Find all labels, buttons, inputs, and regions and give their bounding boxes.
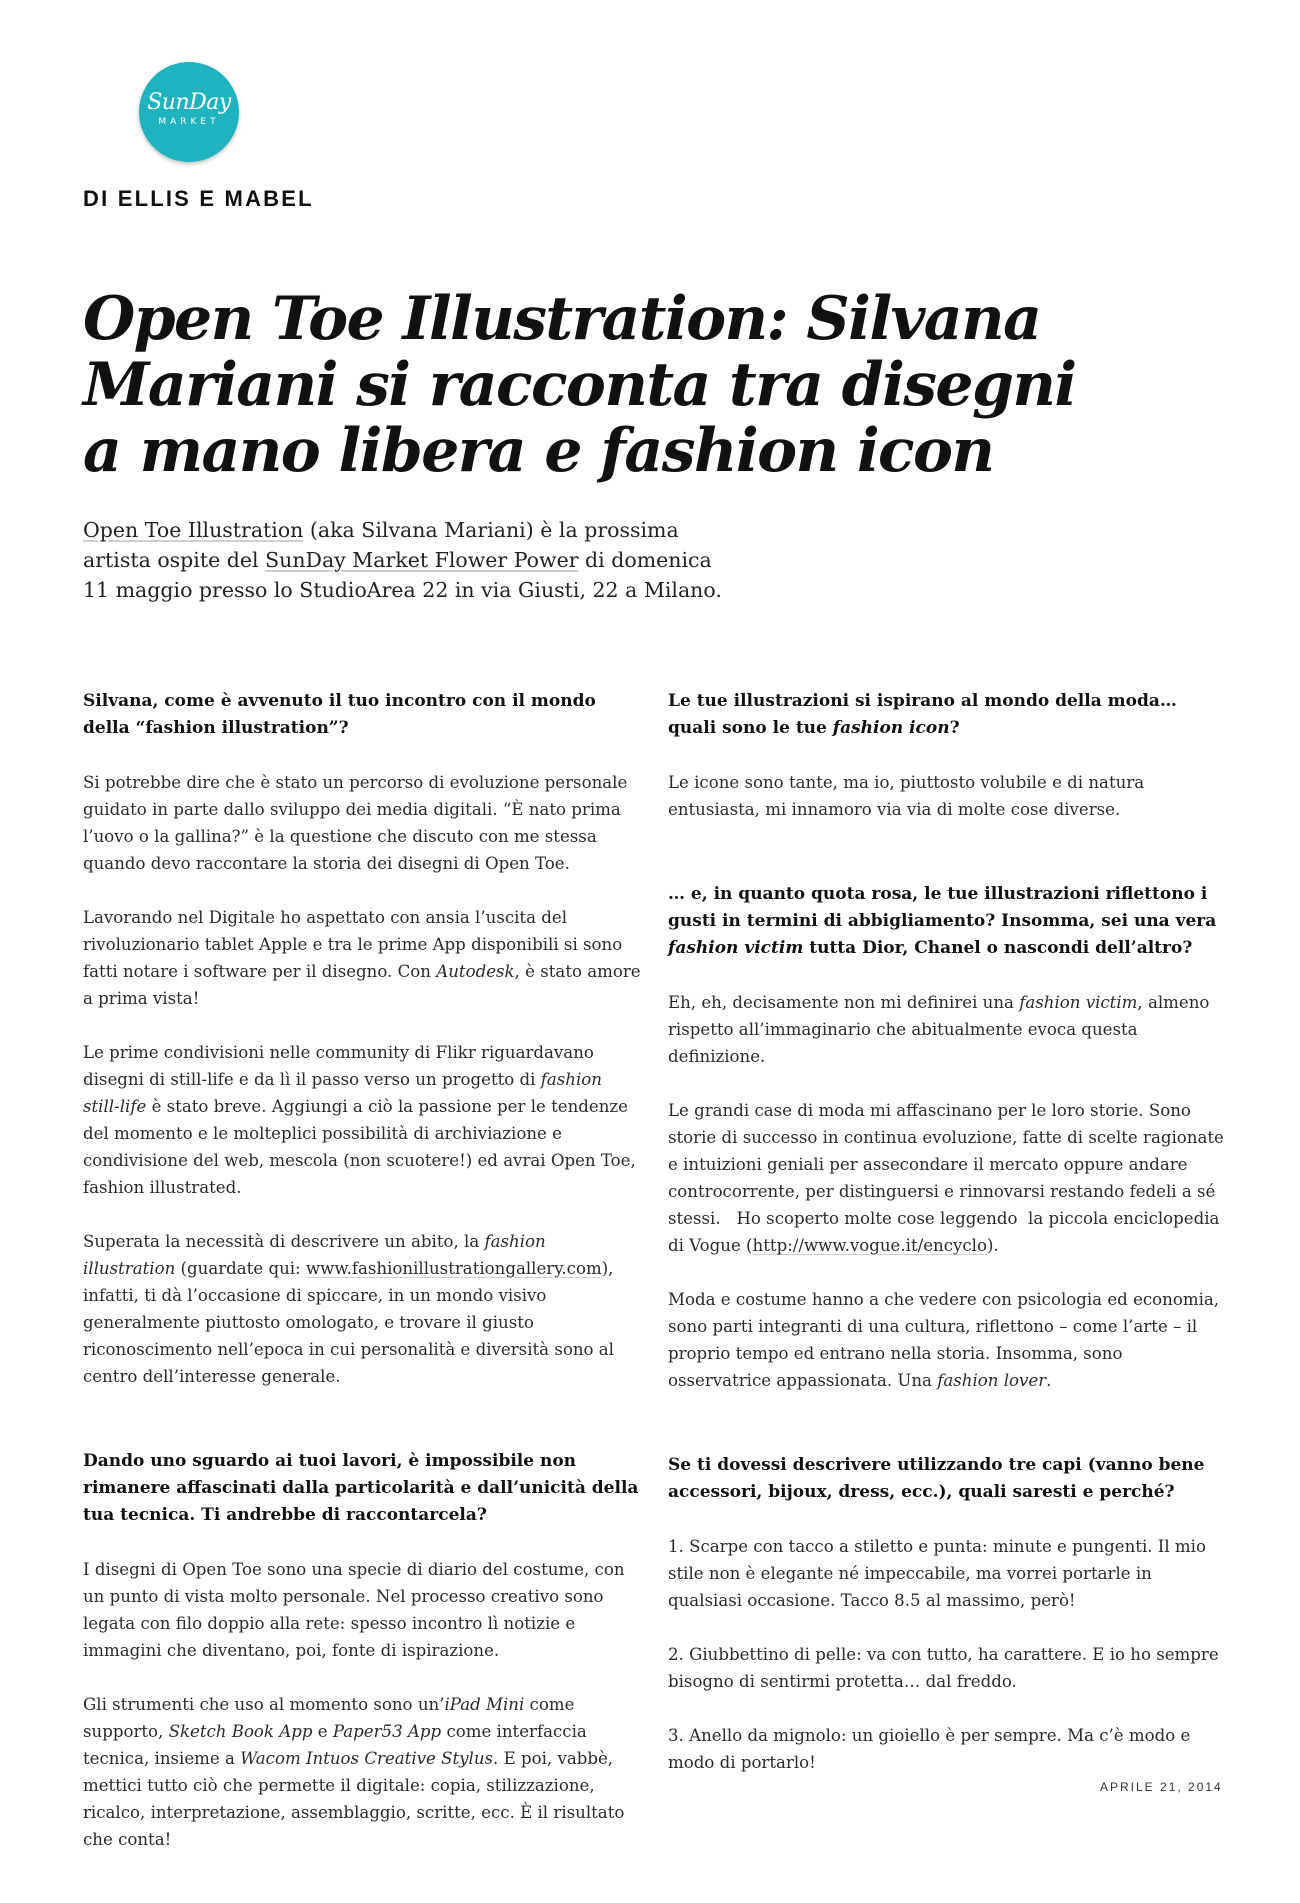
answer-paragraph: 2. Giubbettino di pelle: va con tutto, ha carattere. E io ho sempre bisogno di sentirmi protetta… dal freddo. [668,1645,1219,1691]
right-column [668,688,1228,1776]
left-column [83,688,643,1853]
sunday-market-logo[interactable] [139,62,239,162]
question-heading: Se ti dovessi descrivere utilizzando tre capi (vanno bene accessori, bijoux, dress, ecc.), quali saresti e perché? [668,1455,1205,1502]
fashion-gallery-link[interactable]: www.fashionillustrationgallery.com [305,1259,602,1278]
logo-text-market: MARKET [158,117,220,127]
question-heading: Le tue illustrazioni si ispirano al mondo della moda… quali sono le tue fashion icon? [668,691,1177,738]
article-title: Open Toe Illustration: Silvana Mariani si racconta tra disegni a mano libera e fashion icon [83,284,1076,486]
answer-paragraph: 1. Scarpe con tacco a stiletto e punta: minute e pungenti. Il mio stile non è elegante né impeccabile, ma vorrei portarle in qualsiasi occasione. Tacco 8.5 al massimo, però! [668,1537,1206,1610]
answer-paragraph: Superata la necessità di descrivere un abito, la fashion illustration (guardate qui: www.fashionillustrationgallery.com), infatti, ti dà l’occasione di spiccare, in un mondo visivo generalmente piuttosto omologato, e trovare il giusto riconoscimento nell’epoca in cui personalità e diversità sono al centro dell’interesse generale. [83,1232,614,1386]
post-date: APRILE 21, 2014 [1100,1780,1223,1794]
sunday-market-link[interactable]: SunDay Market Flower Power [265,548,579,572]
answer-paragraph: Eh, eh, decisamente non mi definirei una fashion victim, almeno rispetto all’immaginario che abitualmente evoca questa definizione. [668,993,1210,1066]
question-heading: Silvana, come è avvenuto il tuo incontro con il mondo della “fashion illustration”? [83,691,596,738]
intro-text: di domenica 11 maggio presso lo StudioArea 22 in via Giusti, 22 a Milano. [83,548,722,602]
answer-paragraph: 3. Anello da mignolo: un gioiello è per sempre. Ma c’è modo e modo di portarlo! [668,1726,1191,1772]
answer-paragraph: Le grandi case di moda mi affascinano per le loro storie. Sono storie di successo in continua evoluzione, fatte di scelte ragionate e intuizioni geniali per assecondare il mercato oppure andare controcorrente, per distinguersi e rinnovarsi restando fedeli a sé stessi. Ho scoperto molte cose leggendo la piccola enciclopedia di Vogue (http://www.vogue.it/encyclo). [668,1101,1230,1255]
answer-paragraph: Lavorando nel Digitale ho aspettato con ansia l’uscita del rivoluzionario tablet Apple e tra le prime App disponibili si sono fatti notare i software per il disegno. Con Autodesk, è stato amore a prima vista! [83,908,641,1008]
question-heading: … e, in quanto quota rosa, le tue illustrazioni riflettono i gusti in termini di abbigliamento? Insomma, sei una vera fashion victim tutta Dior, Chanel o nascondi dell’altro? [668,884,1217,958]
article-intro [83,515,743,605]
answer-paragraph: Gli strumenti che uso al momento sono un’iPad Mini come supporto, Sketch Book App e Paper53 App come interfaccia tecnica, insieme a Wacom Intuos Creative Stylus. E poi, vabbè, mettici tutto ciò che permette il digitale: copia, stilizzazione, ricalco, interpretazione, assemblaggio, scritte, ecc. È il risultato che conta! [83,1695,625,1849]
open-toe-link[interactable]: Open Toe Illustration [83,518,304,542]
logo-text-sunday: SunDay [147,90,231,115]
intro-text: (aka Silvana Mariani) è la prossima artista ospite del [83,518,679,572]
answer-paragraph: Le icone sono tante, ma io, piuttosto volubile e di natura entusiasta, mi innamoro via via di molte cose diverse. [668,773,1145,819]
answer-paragraph: Moda e costume hanno a che vedere con psicologia ed economia, sono parti integranti di una cultura, riflettono – come l’arte – il proprio tempo ed entrano nella storia. Insomma, sono osservatrice appassionata. Una fashion lover. [668,1290,1220,1390]
answer-paragraph: Le prime condivisioni nelle community di Flikr riguardavano disegni di still-life e da lì il passo verso un progetto di fashion still-life è stato breve. Aggiungi a ciò la passione per le tendenze del momento e le molteplici possibilità di archiviazione e condivisione del web, mescola (non scuotere!) ed avrai Open Toe, fashion illustrated. [83,1043,636,1197]
answer-paragraph: Si potrebbe dire che è stato un percorso di evoluzione personale guidato in parte dallo sviluppo dei media digitali. “È nato prima l’uovo o la gallina?” è la questione che discuto con me stessa quando devo raccontare la storia dei disegni di Open Toe. [83,773,628,873]
vogue-encyclo-link[interactable]: http://www.vogue.it/encyclo [752,1236,987,1255]
author-byline: DI ELLIS E MABEL [83,186,314,211]
question-heading: Dando uno sguardo ai tuoi lavori, è impossibile non rimanere affascinati dalla particolarità e dall’unicità della tua tecnica. Ti andrebbe di raccontarcela? [83,1451,639,1525]
answer-paragraph: I disegni di Open Toe sono una specie di diario del costume, con un punto di vista molto personale. Nel processo creativo sono legata con filo doppio alla rete: spesso incontro lì notizie e immagini che diventano, poi, fonte di ispirazione. [83,1560,625,1660]
